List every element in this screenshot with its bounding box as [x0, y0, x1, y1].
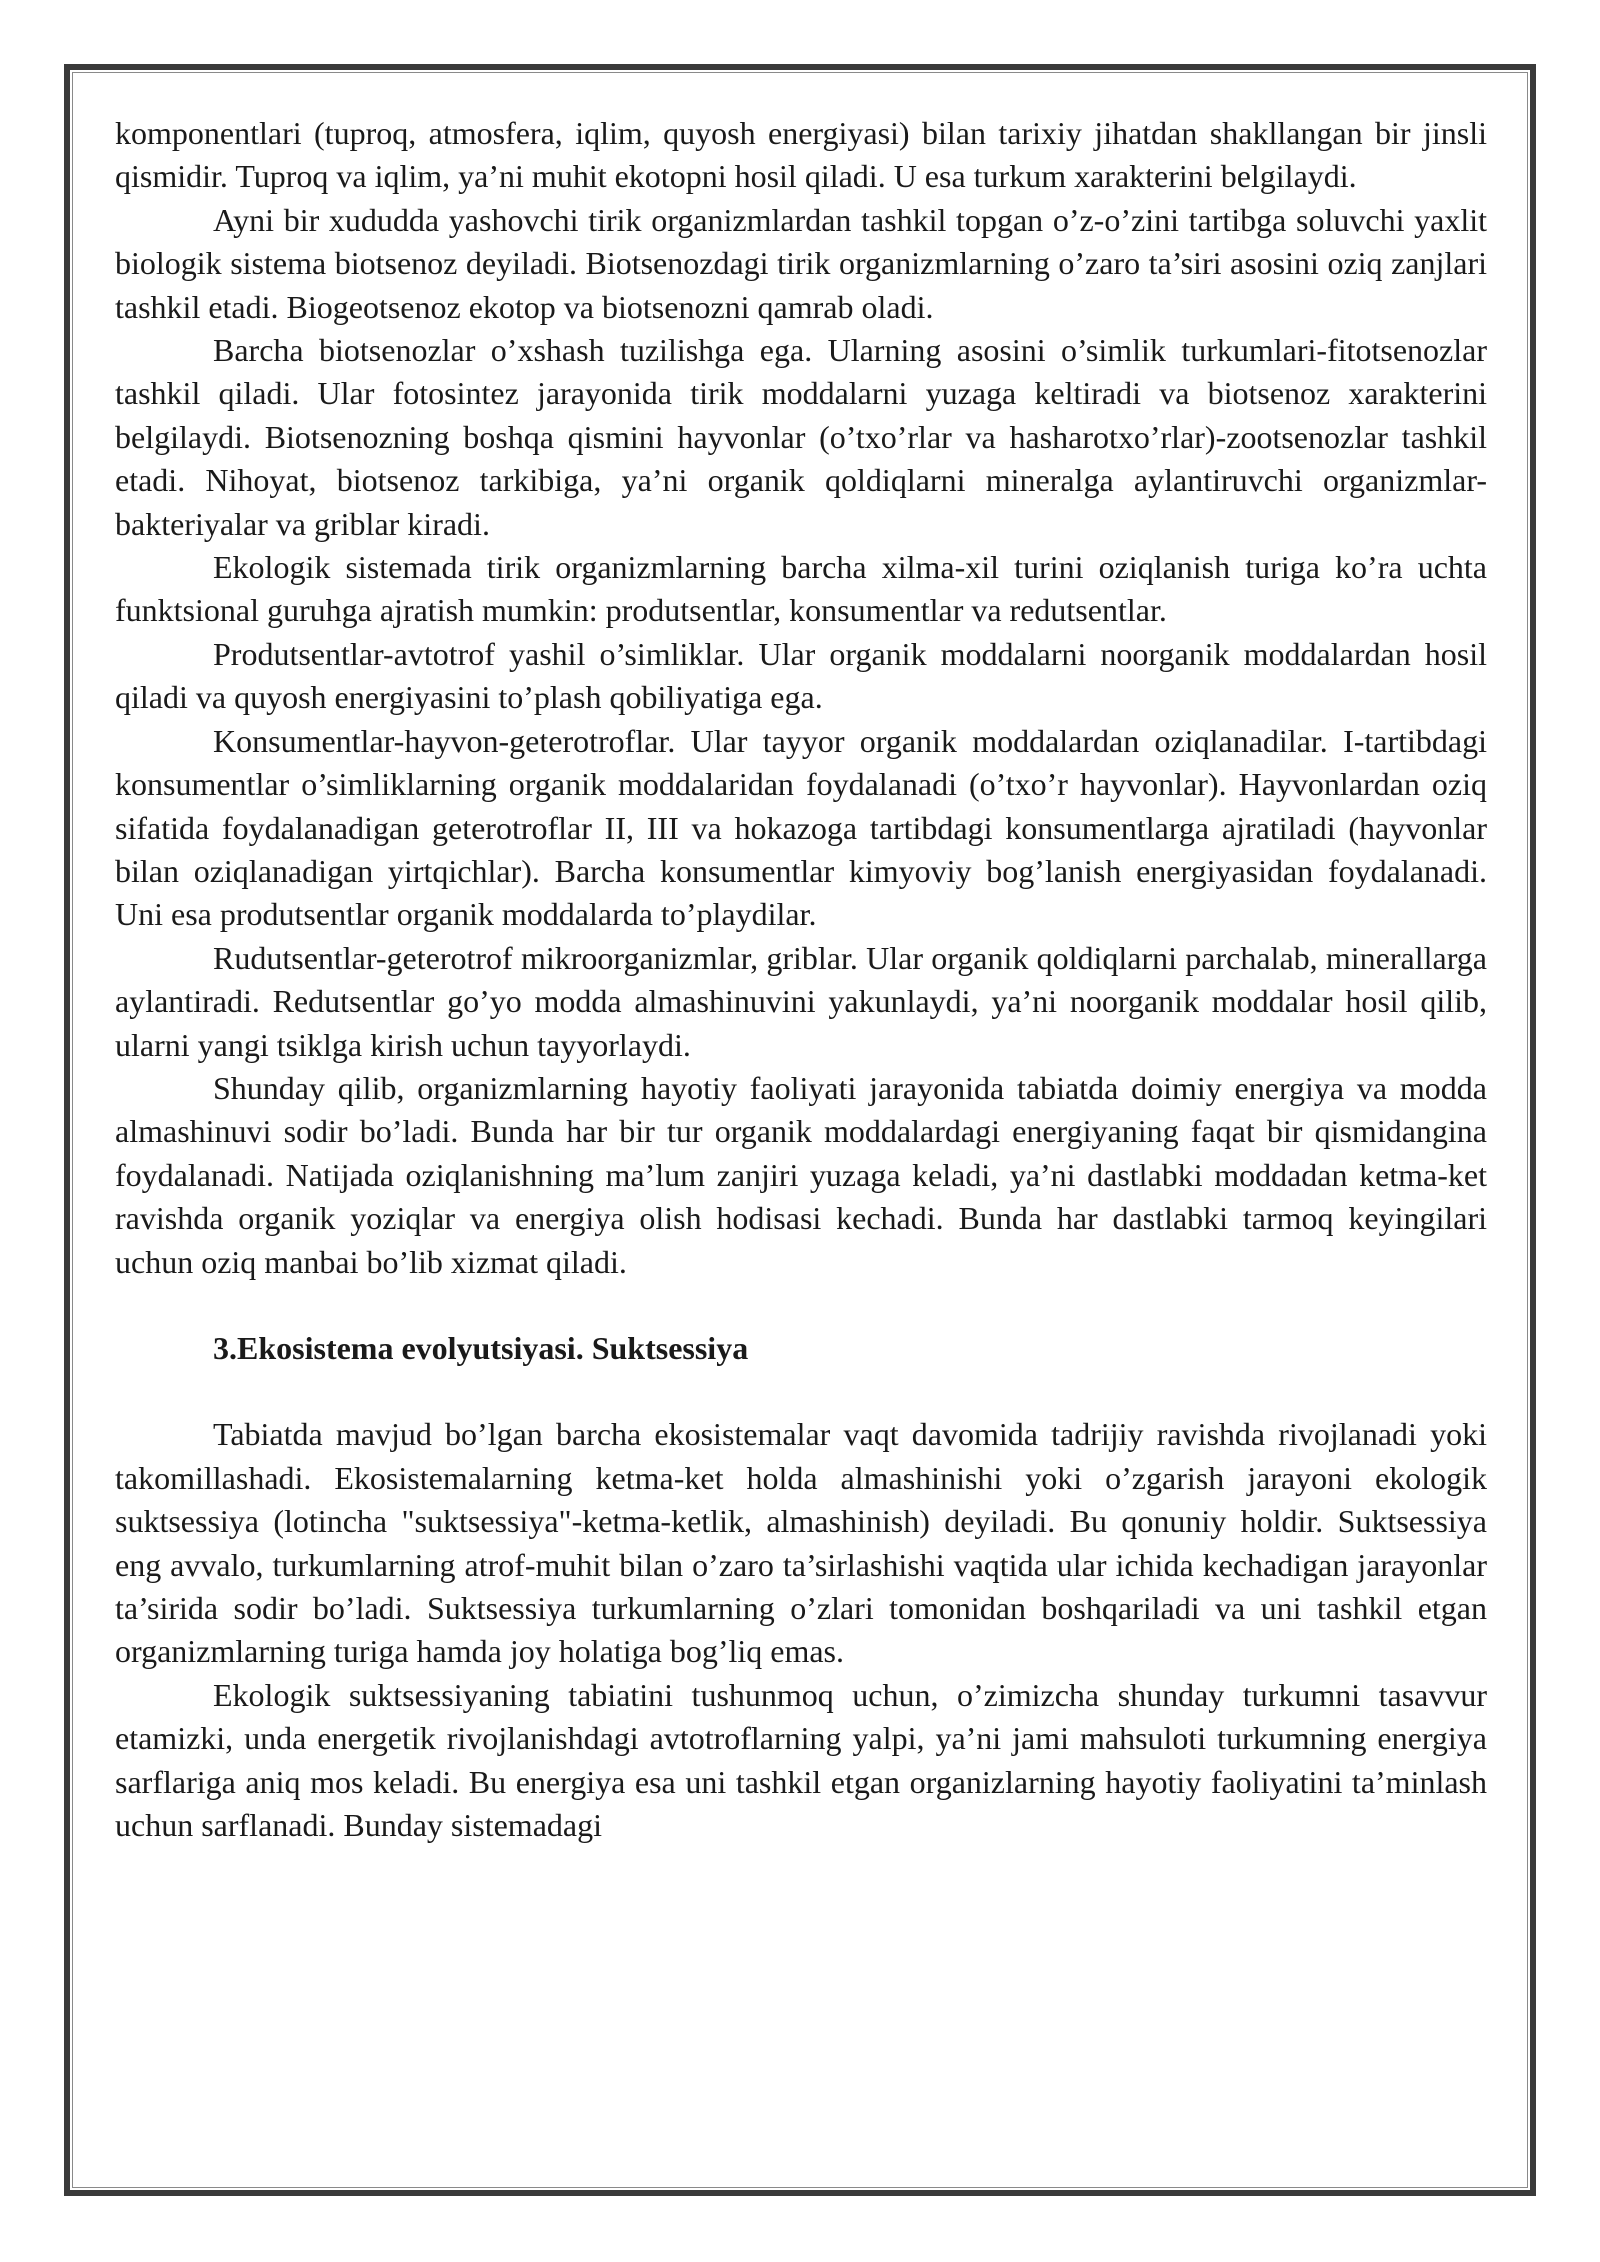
paragraph: komponentlari (tuproq, atmosfera, iqlim, quyosh energiyasi) bilan tarixiy jihatdan shakllangan bir jinsli qismidir. Tuproq va iqlim, ya’ni muhit ekotopni hosil qiladi. U esa turkum xarakterini belgilaydi.: [115, 115, 1487, 195]
paragraph: Ekologik sistemada tirik organizmlarning barcha xilma-xil turini oziqlanish turiga ko’ra uchta funktsional guruhga ajratish mumkin: produtsentlar, konsumentlar va redutsentlar.: [115, 549, 1487, 629]
document-body: [115, 112, 1487, 1847]
paragraph: Konsumentlar-hayvon-geterotroflar. Ular tayyor organik moddalardan oziqlanadilar. I-tartibdagi konsumentlar o’simliklarning organik moddalaridan foydalanadi (o’txo’r hayvonlar). Hayvonlardan oziq sifatida foydalanadigan geterotroflar II, III va hokazoga tartibdagi konsumentlarga ajratiladi (hayvonlar bilan oziqlanadigan yirtqichlar). Barcha konsumentlar kimyoviy bog’lanish energiyasidan foydalanadi. Uni esa produtsentlar organik moddalarda to’playdilar.: [115, 722, 1487, 933]
paragraph: Shunday qilib, organizmlarning hayotiy faoliyati jarayonida tabiatda doimiy energiya va modda almashinuvi sodir bo’ladi. Bunda har bir tur organik moddalardagi energiyaning faqat bir qismidangina foydalanadi. Natijada oziqlanishning ma’lum zanjiri yuzaga keladi, ya’ni dastlabki moddadan ketma-ket ravishda organik yoziqlar va energiya olish hodisasi kechadi. Bunda har dastlabki tarmoq keyingilari uchun oziq manbai bo’lib xizmat qiladi.: [115, 1069, 1487, 1280]
section-heading: 3.Ekosistema evolyutsiyasi. Suktsessiya: [213, 1329, 749, 1366]
paragraph: Barcha biotsenozlar o’xshash tuzilishga ega. Ularning asosini o’simlik turkumlari-fitotsenozlar tashkil qiladi. Ular fotosintez jarayonida tirik moddalarni yuzaga keltiradi va biotsenoz xarakterini belgilaydi. Biotsenozning boshqa qismini hayvonlar (o’txo’rlar va hasharotxo’rlar)-zootsenozlar tashkil etadi. Nihoyat, biotsenoz tarkibiga, ya’ni organik qoldiqlarni mineralga aylantiruvchi organizmlar-bakteriyalar va griblar kiradi.: [115, 332, 1487, 542]
paragraph: Rudutsentlar-geterotrof mikroorganizmlar, griblar. Ular organik qoldiqlarni parchalab, minerallarga aylantiradi. Redutsentlar go’yo modda almashinuvini yakunlaydi, ya’ni noorganik moddalar hosil qilib, ularni yangi tsiklga kirish uchun tayyorlaydi.: [115, 939, 1487, 1063]
paragraph: Ayni bir xududda yashovchi tirik organizmlardan tashkil topgan o’z-o’zini tartibga soluvchi yaxlit biologik sistema biotsenoz deyiladi. Biotsenozdagi tirik organizmlarning o’zaro ta’siri asosini oziq zanjlari tashkil etadi. Biogeotsenoz ekotop va biotsenozni qamrab oladi.: [115, 201, 1487, 325]
paragraph: Tabiatda mavjud bo’lgan barcha ekosistemalar vaqt davomida tadrijiy ravishda rivojlanadi yoki takomillashadi. Ekosistemalarning ketma-ket holda almashinishi yoki o’zgarish jarayoni ekologik suktsessiya (lotincha "suktsessiya"-ketma-ketlik, almashinish) deyiladi. Bu qonuniy holdir. Suktsessiya eng avvalo, turkumlarning atrof-muhit bilan o’zaro ta’sirlashishi vaqtida ular ichida kechadigan jarayonlar ta’sirida sodir bo’ladi. Suktsessiya turkumlarning o’zlari tomonidan boshqariladi va uni tashkil etgan organizmlarning turiga hamda joy holatiga bog’liq emas.: [115, 1416, 1487, 1670]
paragraph: Produtsentlar-avtotrof yashil o’simliklar. Ular organik moddalarni noorganik moddalardan hosil qiladi va quyosh energiyasini to’plash qobiliyatiga ega.: [115, 635, 1487, 716]
paragraph: Ekologik suktsessiyaning tabiatini tushunmoq uchun, o’zimizcha shunday turkumni tasavvur etamizki, unda energetik rivojlanishdagi avtotroflarning yalpi, ya’ni jami mahsuloti turkumning energiya sarflariga aniq mos keladi. Bu energiya esa uni tashkil etgan organizlarning hayotiy faoliyatini ta’minlash uchun sarflanadi. Bunday sistemadagi: [115, 1676, 1487, 1844]
